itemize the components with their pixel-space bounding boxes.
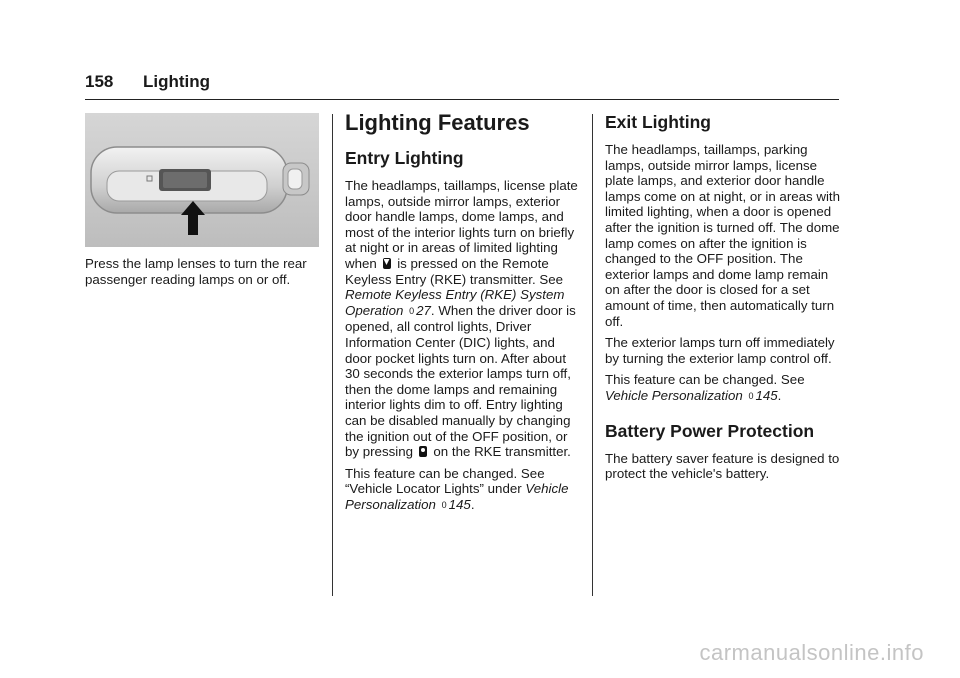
- rke-reference-link[interactable]: Remote Keyless Entry (RKE) System Operation: [345, 287, 565, 318]
- page-ref-icon: 0: [441, 499, 447, 510]
- personalization-page-number[interactable]: 145: [448, 496, 471, 512]
- watermark: carmanualsonline.info: [699, 640, 924, 665]
- entry-lighting-heading: Entry Lighting: [345, 148, 464, 168]
- vehicle-personalization-link[interactable]: Vehicle Personalization: [345, 481, 569, 512]
- entry-change-paragraph: This feature can be changed. See “Vehicle Locator Lights” under Vehicle Personalization 0 145.: [345, 465, 569, 512]
- vehicle-personalization-link[interactable]: Vehicle Personalization: [605, 387, 743, 403]
- page-ref-icon: 0: [409, 305, 415, 316]
- entry-text-4: on the RKE transmitter.: [433, 444, 571, 460]
- exterior-lamps-paragraph: The exterior lamps turn off immediately by turning the exterior lamp control off.: [605, 335, 835, 366]
- lighting-features-title: Lighting Features: [345, 110, 530, 135]
- entry-text-2: is pressed on the Remote Keyless Entry (RKE) transmitter. See: [345, 255, 563, 287]
- exit-lighting-column: [605, 110, 841, 488]
- caption-column: [85, 256, 317, 293]
- entry-text-1: The headlamps, taillamps, license plate lamps, outside mirror lamps, exterior door handle lamps, dome lamps, and most of the interior lights turn on briefly at night or in areas of limited lighting when: [345, 178, 578, 271]
- battery-saver-paragraph: The battery saver feature is designed to protect the vehicle's battery.: [605, 450, 840, 482]
- exit-lighting-paragraph: The headlamps, taillamps, parking lamps, outside mirror lamps, license plate lamps, and exterior door handle lamps come on at night, or in areas with limited lighting, when a door is opened after the ignition is turned off. The dome lamp comes on after the ignition is changed to the OFF position. The exterior lamps and dome lamp remain on after the door is closed for a set amount of time, then automatically turn off.: [605, 142, 841, 329]
- column-divider-1: [332, 114, 333, 596]
- entry-text-3: When the driver door is opened, all control lights, Driver Information Center (DIC) lights, and door pocket lights turn on. After about 30 seconds the exterior lamps turn off, then the dome lamps and remaining interior lights dim to off. Entry lighting can be disabled manually by changing the ignition out of the OFF position, or by pressing: [345, 302, 576, 460]
- column-divider-2: [592, 114, 593, 596]
- header-rule: [85, 99, 839, 100]
- entry-lighting-paragraph: The headlamps, taillamps, license plate lamps, outside mirror lamps, exterior door handle lamps, dome lamps, and most of the interior lights turn on briefly at night or in areas of limited lighting when is pressed on the Remote Keyless Entry (RKE) transmitter. See Remote Keyless Entry (RKE) System Operation 0 27. When the driver door is opened, all control lights, Driver Information Center (DIC) lights, and door pocket lights turn on. After about 30 seconds the exterior lamps turn off, then the dome lamps and remaining interior lights dim to off. Entry lighting can be disabled manually by changing the ignition out of the OFF position, or by pressing on the RKE transmitter.: [345, 178, 578, 460]
- lock-key-icon: [383, 258, 391, 269]
- reading-lamp-photo: [85, 113, 319, 247]
- rke-page-number[interactable]: 27: [416, 302, 431, 318]
- reading-lamp-illustration: [85, 113, 319, 247]
- photo-caption: Press the lamp lenses to turn the rear passenger reading lamps on or off.: [85, 256, 307, 287]
- entry-change-text: This feature can be changed. See “Vehicle Locator Lights” under: [345, 465, 545, 497]
- exit-change-text: This feature can be changed. See: [605, 372, 805, 388]
- page-number: 158: [85, 72, 114, 91]
- exit-lighting-heading: Exit Lighting: [605, 112, 711, 132]
- unlock-key-icon: [419, 446, 427, 457]
- page-header: [85, 72, 210, 92]
- section-title: Lighting: [143, 72, 211, 91]
- battery-power-protection-heading: Battery Power Protection: [605, 420, 815, 441]
- exit-change-paragraph: This feature can be changed. See Vehicle Personalization 0 145.: [605, 372, 805, 403]
- page-ref-icon: 0: [748, 390, 754, 401]
- personalization-page-number[interactable]: 145: [755, 387, 778, 403]
- lighting-features-column: [345, 110, 580, 519]
